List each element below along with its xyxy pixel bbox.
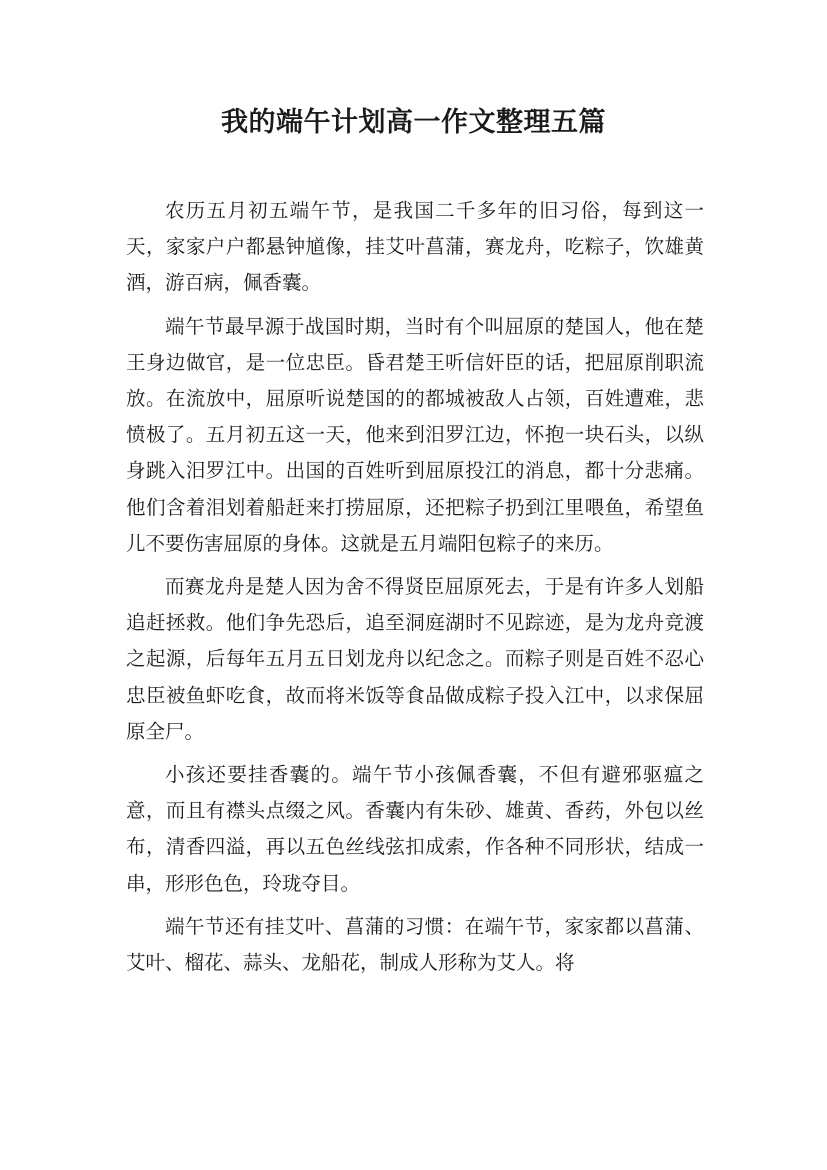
paragraph: 农历五月初五端午节，是我国二千多年的旧习俗，每到这一天，家家户户都悬钟馗像，挂艾叶菖蒲，赛龙舟，吃粽子，饮雄黄酒，游百病，佩香囊。 bbox=[126, 199, 704, 295]
document-title: 我的端午计划高一作文整理五篇 bbox=[221, 107, 606, 138]
paragraph: 小孩还要挂香囊的。端午节小孩佩香囊，不但有避邪驱瘟之意，而且有襟头点缀之风。香囊内有朱砂、雄黄、香药，外包以丝布，清香四溢，再以五色丝线弦扣成索，作各种不同形状，结成一串，形形色色，玲珑夺目。 bbox=[126, 763, 704, 895]
document-body bbox=[126, 193, 704, 988]
paragraph: 端午节最早源于战国时期，当时有个叫屈原的楚国人，他在楚王身边做官，是一位忠臣。昏君楚王听信奸臣的话，把屈原削职流放。在流放中，屈原听说楚国的的都城被敌人占领，百姓遭难，悲愤极了。五月初五这一天，他来到汨罗江边，怀抱一块石头，以纵身跳入汨罗江中。出国的百姓听到屈原投江的消息，都十分悲痛。他们含着泪划着船赶来打捞屈原，还把粽子扔到江里喂鱼，希望鱼儿不要伤害屈原的身体。这就是五月端阳包粽子的来历。 bbox=[126, 314, 704, 555]
paragraph: 而赛龙舟是楚人因为舍不得贤臣屈原死去，于是有许多人划船追赶拯救。他们争先恐后，追至洞庭湖时不见踪迹，是为龙舟竞渡之起源，后每年五月五日划龙舟以纪念之。而粽子则是百姓不忍心忠臣被鱼虾吃食，故而将米饭等食品做成粽子投入江中，以求保屈原全尸。 bbox=[126, 575, 704, 743]
paragraph: 端午节还有挂艾叶、菖蒲的习惯：在端午节，家家都以菖蒲、艾叶、榴花、蒜头、龙船花，制成人形称为艾人。将 bbox=[126, 914, 704, 975]
